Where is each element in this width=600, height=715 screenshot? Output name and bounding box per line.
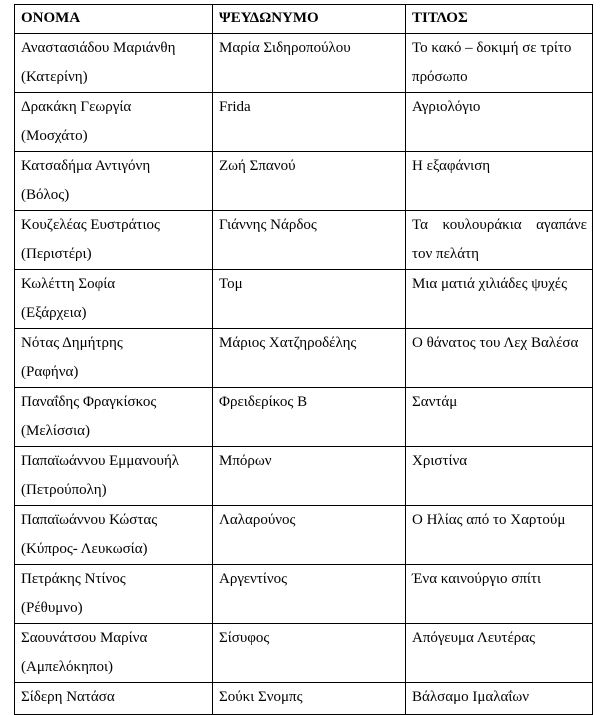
name-cell: Κουζελέας Ευστράτιος (Περιστέρι): [15, 211, 213, 270]
table-row: [15, 211, 593, 270]
name-cell: Σίδερη Νατάσα: [15, 683, 213, 715]
pseudonym-cell: Μάριος Χατζηροδέλης: [213, 329, 406, 388]
header-row: [15, 5, 593, 34]
header-pseudonym: ΨΕΥΔΩΝΥΜΟ: [213, 5, 406, 34]
pseudonym-cell: Ζωή Σπανού: [213, 152, 406, 211]
table-row: [15, 388, 593, 447]
title-cell: Αγριολόγιο: [406, 93, 593, 152]
table-row: [15, 329, 593, 388]
table-row: [15, 93, 593, 152]
name-cell: Νότας Δημήτρης (Ραφήνα): [15, 329, 213, 388]
title-cell: Ο Ηλίας από το Χαρτούμ: [406, 506, 593, 565]
table-row: [15, 447, 593, 506]
title-cell: Απόγευμα Λευτέρας: [406, 624, 593, 683]
name-cell: Δρακάκη Γεωργία (Μοσχάτο): [15, 93, 213, 152]
title-cell: Σαντάμ: [406, 388, 593, 447]
entries-table: [14, 4, 593, 715]
table-row: [15, 624, 593, 683]
title-cell: Η εξαφάνιση: [406, 152, 593, 211]
title-cell: Ο θάνατος του Λεχ Βαλέσα: [406, 329, 593, 388]
table-row: [15, 152, 593, 211]
table-row: [15, 34, 593, 93]
name-cell: Πετράκης Ντίνος (Ρέθυμνο): [15, 565, 213, 624]
name-cell: Παπαϊωάννου Εμμανουήλ (Πετρούπολη): [15, 447, 213, 506]
title-cell: Τα κουλουράκια αγαπάνε τον πελάτη: [406, 211, 593, 270]
table-row: [15, 506, 593, 565]
table-row: [15, 565, 593, 624]
pseudonym-cell: Λαλαρούνος: [213, 506, 406, 565]
name-cell: Αναστασιάδου Μαριάνθη (Κατερίνη): [15, 34, 213, 93]
table-row: [15, 683, 593, 715]
pseudonym-cell: Σίσυφος: [213, 624, 406, 683]
name-cell: Παπαϊωάννου Κώστας (Κύπρος- Λευκωσία): [15, 506, 213, 565]
name-cell: Παναΐδης Φραγκίσκος (Μελίσσια): [15, 388, 213, 447]
title-cell: Χριστίνα: [406, 447, 593, 506]
pseudonym-cell: Γιάννης Νάρδος: [213, 211, 406, 270]
pseudonym-cell: Αργεντίνος: [213, 565, 406, 624]
table-row: [15, 270, 593, 329]
pseudonym-cell: Φρειδερίκος Β: [213, 388, 406, 447]
header-title: ΤΙΤΛΟΣ: [406, 5, 593, 34]
title-cell: Το κακό – δοκιμή σε τρίτο πρόσωπο: [406, 34, 593, 93]
pseudonym-cell: Τομ: [213, 270, 406, 329]
title-cell: Βάλσαμο Ιμαλαΐων: [406, 683, 593, 715]
pseudonym-cell: Μπόρων: [213, 447, 406, 506]
pseudonym-cell: Μαρία Σιδηροπούλου: [213, 34, 406, 93]
header-name: ΟΝΟΜΑ: [15, 5, 213, 34]
name-cell: Σαουνάτσου Μαρίνα (Αμπελόκηποι): [15, 624, 213, 683]
name-cell: Κατσαδήμα Αντιγόνη (Βόλος): [15, 152, 213, 211]
title-cell: Ένα καινούργιο σπίτι: [406, 565, 593, 624]
name-cell: Κωλέττη Σοφία (Εξάρχεια): [15, 270, 213, 329]
pseudonym-cell: Frida: [213, 93, 406, 152]
pseudonym-cell: Σούκι Σνομπς: [213, 683, 406, 715]
title-cell: Μια ματιά χιλιάδες ψυχές: [406, 270, 593, 329]
